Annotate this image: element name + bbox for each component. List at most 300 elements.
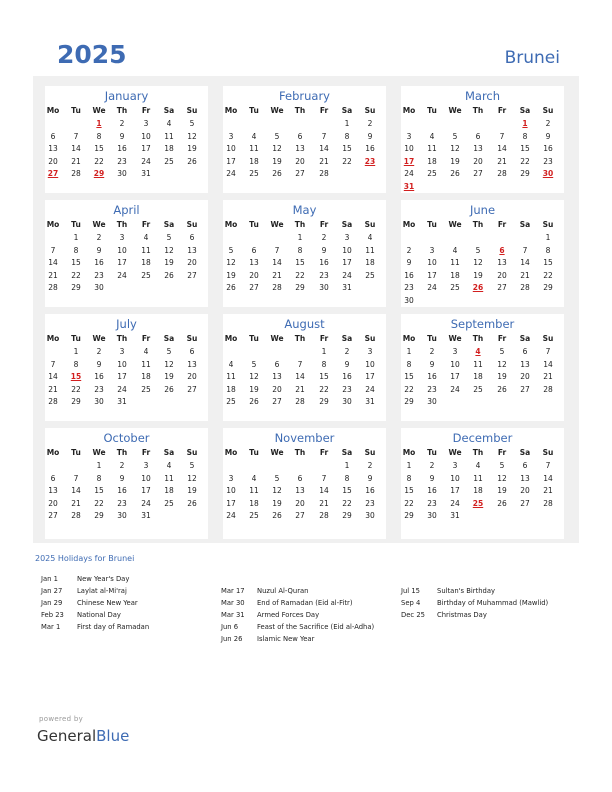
day-cell: 14 (272, 258, 282, 267)
day-cell: 14 (71, 486, 81, 495)
day-cell: 7 (274, 245, 280, 255)
day-cell: 21 (71, 498, 81, 508)
weekday-label: Su (542, 448, 554, 457)
day-cell: 15 (94, 486, 104, 495)
month-title: April (113, 203, 140, 217)
day-cell: 19 (497, 372, 507, 381)
day-cell: 2 (96, 233, 102, 242)
day-cell: 21 (48, 270, 58, 280)
day-cell: 20 (48, 498, 58, 508)
month-february (223, 86, 386, 193)
weekday-label: Th (472, 334, 484, 343)
day-cell: 29 (520, 169, 530, 178)
day-cell: 30 (404, 295, 414, 305)
weekday-label: Mo (46, 334, 60, 343)
weekday-label: Sa (519, 220, 531, 229)
day-cell: 9 (96, 359, 102, 369)
day-cell: 5 (452, 131, 458, 141)
weekday-label: We (270, 334, 284, 343)
day-cell: 21 (319, 498, 329, 508)
day-cell: 18 (141, 372, 151, 381)
holiday-name: Laylat al-Mi'raj (77, 587, 127, 595)
weekday-label: Tu (427, 106, 437, 115)
month-title: July (116, 317, 137, 331)
day-cell: 23 (319, 270, 329, 280)
month-october (45, 428, 208, 539)
day-cell: 1 (522, 119, 528, 128)
weekday-label: Mo (46, 448, 60, 457)
day-cell: 24 (117, 384, 127, 394)
day-cell: 22 (319, 384, 329, 394)
day-cell: 31 (117, 397, 127, 406)
month-august (223, 314, 386, 421)
year-title: 2025 (57, 40, 127, 69)
day-cell: 24 (404, 169, 414, 178)
day-cell: 22 (71, 384, 81, 394)
day-cell: 22 (94, 156, 104, 166)
day-cell: 5 (251, 359, 257, 369)
weekday-label: We (92, 106, 106, 115)
holiday-name: Sultan's Birthday (437, 587, 496, 595)
holidays-heading: 2025 Holidays for Brunei (35, 554, 135, 563)
day-cell: 13 (187, 245, 197, 255)
day-cell: 30 (94, 283, 104, 292)
weekday-label: Th (294, 334, 306, 343)
day-cell: 6 (274, 359, 280, 369)
day-cell: 7 (73, 131, 79, 141)
day-cell: 27 (47, 169, 59, 178)
weekday-label: Fr (497, 334, 507, 343)
day-cell: 16 (365, 486, 375, 495)
day-cell: 28 (497, 169, 507, 178)
day-cell: 5 (274, 131, 280, 141)
day-cell: 16 (94, 372, 104, 381)
day-cell: 4 (429, 131, 435, 141)
day-cell: 31 (450, 511, 460, 520)
weekday-label: Sa (341, 448, 353, 457)
day-cell: 8 (406, 473, 412, 483)
day-cell: 20 (249, 270, 259, 280)
day-cell: 5 (166, 233, 172, 242)
day-cell: 9 (406, 258, 412, 267)
day-cell: 31 (141, 511, 151, 520)
day-cell: 18 (427, 156, 437, 166)
day-cell: 9 (545, 131, 551, 141)
day-cell: 10 (450, 359, 460, 369)
day-cell: 9 (344, 359, 350, 369)
day-cell: 26 (187, 498, 197, 508)
day-cell: 1 (73, 233, 79, 242)
holiday-date: Jan 29 (41, 599, 63, 607)
weekday-label: Fr (319, 448, 329, 457)
day-cell: 23 (94, 384, 104, 394)
day-cell: 9 (429, 473, 435, 483)
day-cell: 20 (295, 156, 305, 166)
day-cell: 5 (228, 245, 234, 255)
day-cell: 12 (187, 473, 197, 483)
day-cell: 19 (164, 258, 174, 267)
day-cell: 14 (295, 372, 305, 381)
holiday-date: Jun 6 (221, 623, 239, 631)
day-cell: 27 (520, 498, 530, 508)
weekday-label: We (448, 106, 462, 115)
day-cell: 21 (48, 384, 58, 394)
day-cell: 17 (141, 144, 151, 153)
day-cell: 19 (450, 156, 460, 166)
day-cell: 23 (427, 384, 437, 394)
day-cell: 20 (497, 270, 507, 280)
day-cell: 25 (365, 270, 375, 280)
day-cell: 26 (450, 169, 460, 178)
day-cell: 18 (249, 498, 259, 508)
day-cell: 27 (295, 511, 305, 520)
weekday-label: Tu (71, 106, 81, 115)
holiday-date: Sep 4 (401, 599, 421, 607)
day-cell: 4 (166, 119, 172, 128)
day-cell: 27 (295, 169, 305, 178)
day-cell: 13 (295, 486, 305, 495)
day-cell: 15 (543, 258, 553, 267)
day-cell: 3 (228, 131, 234, 141)
day-cell: 6 (297, 131, 303, 141)
month-title: December (452, 431, 513, 445)
holiday-date: Jan 27 (41, 587, 63, 595)
day-cell: 29 (71, 397, 81, 406)
day-cell: 2 (344, 347, 350, 356)
holiday-name: New Year's Day (77, 575, 130, 583)
day-cell: 7 (545, 347, 551, 356)
day-cell: 17 (450, 372, 460, 381)
day-cell: 10 (342, 245, 352, 255)
day-cell: 26 (249, 397, 259, 406)
holiday-date: Mar 30 (221, 599, 245, 607)
day-cell: 2 (96, 347, 102, 356)
day-cell: 25 (249, 511, 259, 520)
day-cell: 21 (543, 486, 553, 495)
day-cell: 20 (272, 384, 282, 394)
day-cell: 30 (342, 397, 352, 406)
day-cell: 31 (342, 283, 352, 292)
day-cell: 25 (450, 283, 460, 292)
day-cell: 27 (497, 283, 507, 292)
day-cell: 1 (73, 347, 79, 356)
day-cell: 13 (497, 258, 507, 267)
day-cell: 17 (365, 372, 375, 381)
day-cell: 1 (344, 461, 350, 470)
day-cell: 17 (342, 258, 352, 267)
weekday-label: Fr (141, 220, 151, 229)
day-cell: 30 (427, 397, 437, 406)
weekday-label: Fr (319, 220, 329, 229)
holiday-date: Feb 23 (41, 611, 64, 619)
holiday-name: Christmas Day (437, 611, 487, 619)
day-cell: 11 (473, 359, 483, 369)
day-cell: 10 (141, 131, 151, 141)
day-cell: 2 (406, 245, 412, 255)
day-cell: 15 (520, 144, 530, 153)
day-cell: 11 (164, 131, 174, 141)
day-cell: 23 (117, 156, 127, 166)
day-cell: 9 (119, 473, 125, 483)
day-cell: 6 (189, 233, 195, 242)
day-cell: 14 (319, 486, 329, 495)
day-cell: 4 (475, 461, 481, 470)
day-cell: 1 (545, 233, 551, 242)
day-cell: 22 (295, 270, 305, 280)
day-cell: 19 (187, 144, 197, 153)
weekday-label: Fr (141, 448, 151, 457)
day-cell: 6 (475, 131, 481, 141)
weekday-label: Su (364, 106, 376, 115)
weekday-label: Tu (427, 334, 437, 343)
day-cell: 2 (119, 461, 125, 470)
day-cell: 11 (365, 245, 375, 255)
day-cell: 7 (545, 461, 551, 470)
day-cell: 3 (119, 233, 125, 242)
day-cell: 12 (164, 245, 174, 255)
weekday-label: We (448, 220, 462, 229)
weekday-label: Th (294, 448, 306, 457)
month-title: February (279, 89, 330, 103)
month-title: January (104, 89, 149, 103)
day-cell: 13 (473, 144, 483, 153)
day-cell: 19 (249, 384, 259, 394)
day-cell: 12 (187, 131, 197, 141)
day-cell: 9 (429, 359, 435, 369)
day-cell: 6 (50, 131, 56, 141)
day-cell: 25 (164, 498, 174, 508)
day-cell: 26 (164, 270, 174, 280)
day-cell: 18 (164, 144, 174, 153)
day-cell: 3 (452, 461, 458, 470)
day-cell: 28 (71, 511, 81, 520)
day-cell: 29 (342, 511, 352, 520)
day-cell: 9 (367, 131, 373, 141)
day-cell: 13 (295, 144, 305, 153)
holiday-name: Islamic New Year (257, 635, 315, 643)
weekday-label: We (448, 448, 462, 457)
holiday-name: Nuzul Al-Quran (257, 587, 309, 595)
day-cell: 22 (342, 498, 352, 508)
day-cell: 28 (543, 498, 553, 508)
day-cell: 16 (543, 144, 553, 153)
weekday-label: Mo (402, 448, 416, 457)
month-title: October (103, 431, 150, 445)
day-cell: 20 (187, 258, 197, 267)
month-title: May (292, 203, 317, 217)
day-cell: 10 (226, 144, 236, 153)
day-cell: 5 (274, 473, 280, 483)
weekday-label: Th (294, 220, 306, 229)
holiday-date: Mar 17 (221, 587, 245, 595)
day-cell: 28 (48, 283, 58, 292)
day-cell: 15 (342, 144, 352, 153)
day-cell: 4 (367, 233, 373, 242)
day-cell: 2 (545, 119, 551, 128)
day-cell: 28 (272, 283, 282, 292)
country-title: Brunei (504, 48, 560, 68)
day-cell: 10 (365, 359, 375, 369)
weekday-label: Sa (163, 106, 175, 115)
day-cell: 4 (452, 245, 458, 255)
weekday-label: Mo (402, 334, 416, 343)
day-cell: 17 (403, 156, 415, 166)
day-cell: 22 (404, 384, 414, 394)
day-cell: 30 (319, 283, 329, 292)
month-title: November (274, 431, 335, 445)
weekday-label: Fr (319, 334, 329, 343)
day-cell: 4 (228, 359, 234, 369)
weekday-label: Th (294, 106, 306, 115)
weekday-label: Tu (249, 106, 259, 115)
day-cell: 9 (367, 473, 373, 483)
day-cell: 7 (321, 473, 327, 483)
day-cell: 4 (143, 233, 149, 242)
weekday-label: Su (542, 334, 554, 343)
day-cell: 17 (117, 258, 127, 267)
day-cell: 25 (249, 169, 259, 178)
day-cell: 22 (404, 498, 414, 508)
day-cell: 12 (497, 473, 507, 483)
day-cell: 3 (143, 119, 149, 128)
day-cell: 6 (189, 347, 195, 356)
weekday-label: Mo (402, 220, 416, 229)
day-cell: 16 (342, 372, 352, 381)
day-cell: 15 (342, 486, 352, 495)
weekday-label: Su (542, 220, 554, 229)
weekday-label: Mo (224, 106, 238, 115)
day-cell: 17 (226, 156, 236, 166)
brand-logo[interactable] (37, 727, 129, 745)
day-cell: 11 (141, 359, 151, 369)
day-cell: 28 (319, 169, 329, 178)
day-cell: 11 (450, 258, 460, 267)
holiday-date: Jun 26 (221, 635, 243, 643)
day-cell: 2 (429, 347, 435, 356)
day-cell: 4 (143, 347, 149, 356)
weekday-label: We (92, 334, 106, 343)
day-cell: 16 (427, 372, 437, 381)
day-cell: 26 (164, 384, 174, 394)
weekday-label: Sa (163, 448, 175, 457)
weekday-label: Tu (71, 220, 81, 229)
day-cell: 8 (522, 131, 528, 141)
weekday-label: Tu (71, 334, 81, 343)
day-cell: 8 (545, 245, 551, 255)
day-cell: 27 (48, 511, 58, 520)
weekday-label: Mo (224, 334, 238, 343)
day-cell: 26 (272, 169, 282, 178)
day-cell: 6 (499, 245, 505, 255)
day-cell: 30 (117, 169, 127, 178)
day-cell: 4 (251, 131, 257, 141)
day-cell: 2 (429, 461, 435, 470)
day-cell: 24 (141, 156, 151, 166)
day-cell: 5 (499, 347, 505, 356)
day-cell: 21 (543, 372, 553, 381)
month-title: June (469, 203, 496, 217)
day-cell: 20 (520, 372, 530, 381)
holiday-name: Armed Forces Day (257, 611, 320, 619)
day-cell: 8 (321, 359, 327, 369)
month-september (401, 314, 564, 421)
month-december (401, 428, 564, 539)
weekday-label: Tu (71, 448, 81, 457)
day-cell: 20 (295, 498, 305, 508)
day-cell: 14 (520, 258, 530, 267)
day-cell: 3 (228, 473, 234, 483)
day-cell: 11 (226, 372, 236, 381)
day-cell: 1 (406, 347, 412, 356)
weekday-label: Th (472, 220, 484, 229)
day-cell: 26 (187, 156, 197, 166)
month-march (401, 86, 564, 193)
weekday-label: Su (186, 106, 198, 115)
day-cell: 21 (272, 270, 282, 280)
day-cell: 1 (321, 347, 327, 356)
day-cell: 8 (344, 131, 350, 141)
day-cell: 23 (364, 156, 376, 166)
weekday-label: Fr (497, 106, 507, 115)
day-cell: 29 (404, 511, 414, 520)
day-cell: 10 (226, 486, 236, 495)
weekday-label: Su (186, 334, 198, 343)
day-cell: 15 (404, 372, 414, 381)
day-cell: 16 (319, 258, 329, 267)
day-cell: 13 (187, 359, 197, 369)
day-cell: 29 (71, 283, 81, 292)
day-cell: 23 (342, 384, 352, 394)
weekday-label: Th (472, 448, 484, 457)
day-cell: 5 (166, 347, 172, 356)
day-cell: 15 (295, 258, 305, 267)
day-cell: 23 (117, 498, 127, 508)
day-cell: 18 (226, 384, 236, 394)
day-cell: 16 (117, 486, 127, 495)
holiday-name: National Day (77, 611, 121, 619)
day-cell: 3 (344, 233, 350, 242)
day-cell: 6 (522, 461, 528, 470)
day-cell: 22 (71, 270, 81, 280)
day-cell: 13 (249, 258, 259, 267)
day-cell: 31 (365, 397, 375, 406)
day-cell: 25 (164, 156, 174, 166)
day-cell: 19 (497, 486, 507, 495)
weekday-label: Fr (141, 106, 151, 115)
day-cell: 28 (48, 397, 58, 406)
weekday-label: Mo (46, 220, 60, 229)
day-cell: 30 (542, 169, 554, 178)
weekday-label: Tu (427, 448, 437, 457)
day-cell: 13 (272, 372, 282, 381)
weekday-label: Tu (249, 220, 259, 229)
day-cell: 2 (367, 119, 373, 128)
day-cell: 11 (427, 144, 437, 153)
weekday-label: Su (186, 448, 198, 457)
day-cell: 5 (189, 461, 195, 470)
day-cell: 8 (406, 359, 412, 369)
day-cell: 13 (520, 473, 530, 483)
day-cell: 19 (272, 498, 282, 508)
day-cell: 16 (404, 270, 414, 280)
day-cell: 29 (94, 511, 104, 520)
month-january (45, 86, 208, 193)
day-cell: 24 (365, 384, 375, 394)
day-cell: 17 (427, 270, 437, 280)
weekday-label: Tu (249, 334, 259, 343)
day-cell: 24 (450, 498, 460, 508)
day-cell: 23 (365, 498, 375, 508)
